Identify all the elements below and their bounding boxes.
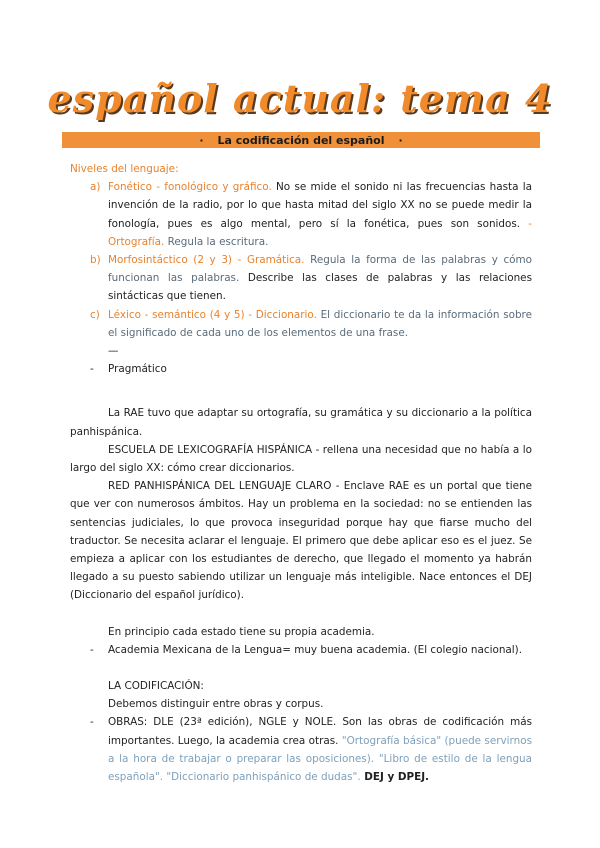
list-item-lexico	[70, 306, 532, 342]
level-body: No se mide el sonido ni las frecuencias hasta la invención de la radio, por lo que hasta mitad del siglo XX no se puede medir la fonología, pues es algo mental, pero sí la fonética, pues son sonidos.	[108, 181, 532, 230]
section-banner	[62, 132, 540, 148]
banner-bullet-left: ·	[199, 133, 204, 147]
list-marker: a)	[90, 181, 101, 194]
codificacion-heading: LA CODIFICACIÓN:	[108, 680, 204, 693]
list-item-morfosintactico	[70, 251, 532, 306]
level-body-2: Describe las clases de palabras y las relaciones sintácticas que tienen.	[108, 272, 532, 303]
obras-text: OBRAS: DLE (23ª edición), NGLE y NOLE. Son las obras de codificación más importantes. Luego, la academia crea otras.	[108, 716, 532, 747]
paragraph-rae: La RAE tuvo que adaptar su ortografía, su gramática y su diccionario a la política panhispánica.	[70, 407, 532, 438]
document-body	[70, 160, 532, 786]
obras-item	[70, 713, 532, 786]
long-dash-line	[70, 342, 532, 360]
level-body: El diccionario te da la información sobre el significado de cada uno de los elementos de una frase.	[108, 308, 532, 339]
dash-marker: -	[90, 716, 94, 729]
long-dash: —	[108, 345, 119, 358]
page-title: español actual: tema 4	[47, 76, 553, 121]
academia-text: Academia Mexicana de la Lengua= muy buena academia. (El colegio nacional).	[108, 643, 523, 656]
academia-item	[70, 641, 532, 659]
niveles-heading: Niveles del lenguaje:	[70, 163, 179, 175]
list-marker: b)	[90, 254, 101, 267]
obras-end: DEJ y DPEJ.	[360, 771, 430, 784]
level-label: Fonético - fonológico y gráfico.	[108, 181, 272, 194]
level-body: Regula la forma de las palabras y cómo funcionan las palabras.	[108, 254, 532, 285]
codificacion-line: Debemos distinguir entre obras y corpus.	[108, 698, 324, 711]
pragmatico-item	[70, 360, 532, 378]
pragmatico-text: Pragmático	[108, 363, 167, 376]
banner-bullet-right: ·	[398, 133, 403, 147]
dash-marker: -	[90, 643, 94, 656]
level-label: Morfosintáctico (2 y 3) - Gramática.	[108, 254, 305, 267]
obras-titles: "Ortografía básica" (puede servirnos a la hora de trabajar o preparar las oposiciones). "Libro de estilo de la lengua española". "Diccionario panhispánico de dudas".	[108, 734, 532, 784]
level-extra: - Ortografía.	[108, 217, 532, 248]
level-label: Léxico - semántico (4 y 5) - Diccionario.	[108, 308, 317, 321]
list-marker: c)	[90, 308, 100, 321]
paragraph-escuela: ESCUELA DE LEXICOGRAFÍA HISPÁNICA - rellena una necesidad que no había a lo largo del siglo XX: cómo crear diccionarios.	[70, 443, 532, 475]
dash-marker: -	[90, 363, 94, 376]
banner-text: La codificación del español	[217, 133, 385, 147]
paragraph-red: RED PANHISPÁNICA DEL LENGUAJE CLARO - Enclave RAE es un portal que tiene que ver con numerosos ámbitos. Hay un problema en la sociedad: no se entienden las sentencias judiciales, lo que provoca inseguridad porque hay que fiarse mucho del traductor. Se necesita aclarar el lenguaje. El primero que debe aplicar eso es el juez. Se empieza a aplicar con los estudiantes de derecho, que llegado el momento ya habrán llegado a su puesto sabiendo utilizar un lenguaje más inteligible. Nace entonces el DEJ (Diccionario del español jurídico).	[70, 480, 532, 602]
paragraph-estado: En principio cada estado tiene su propia academia.	[108, 625, 375, 638]
level-extra-note: Regula la escritura.	[164, 235, 269, 248]
list-item-fonetico	[70, 178, 532, 251]
